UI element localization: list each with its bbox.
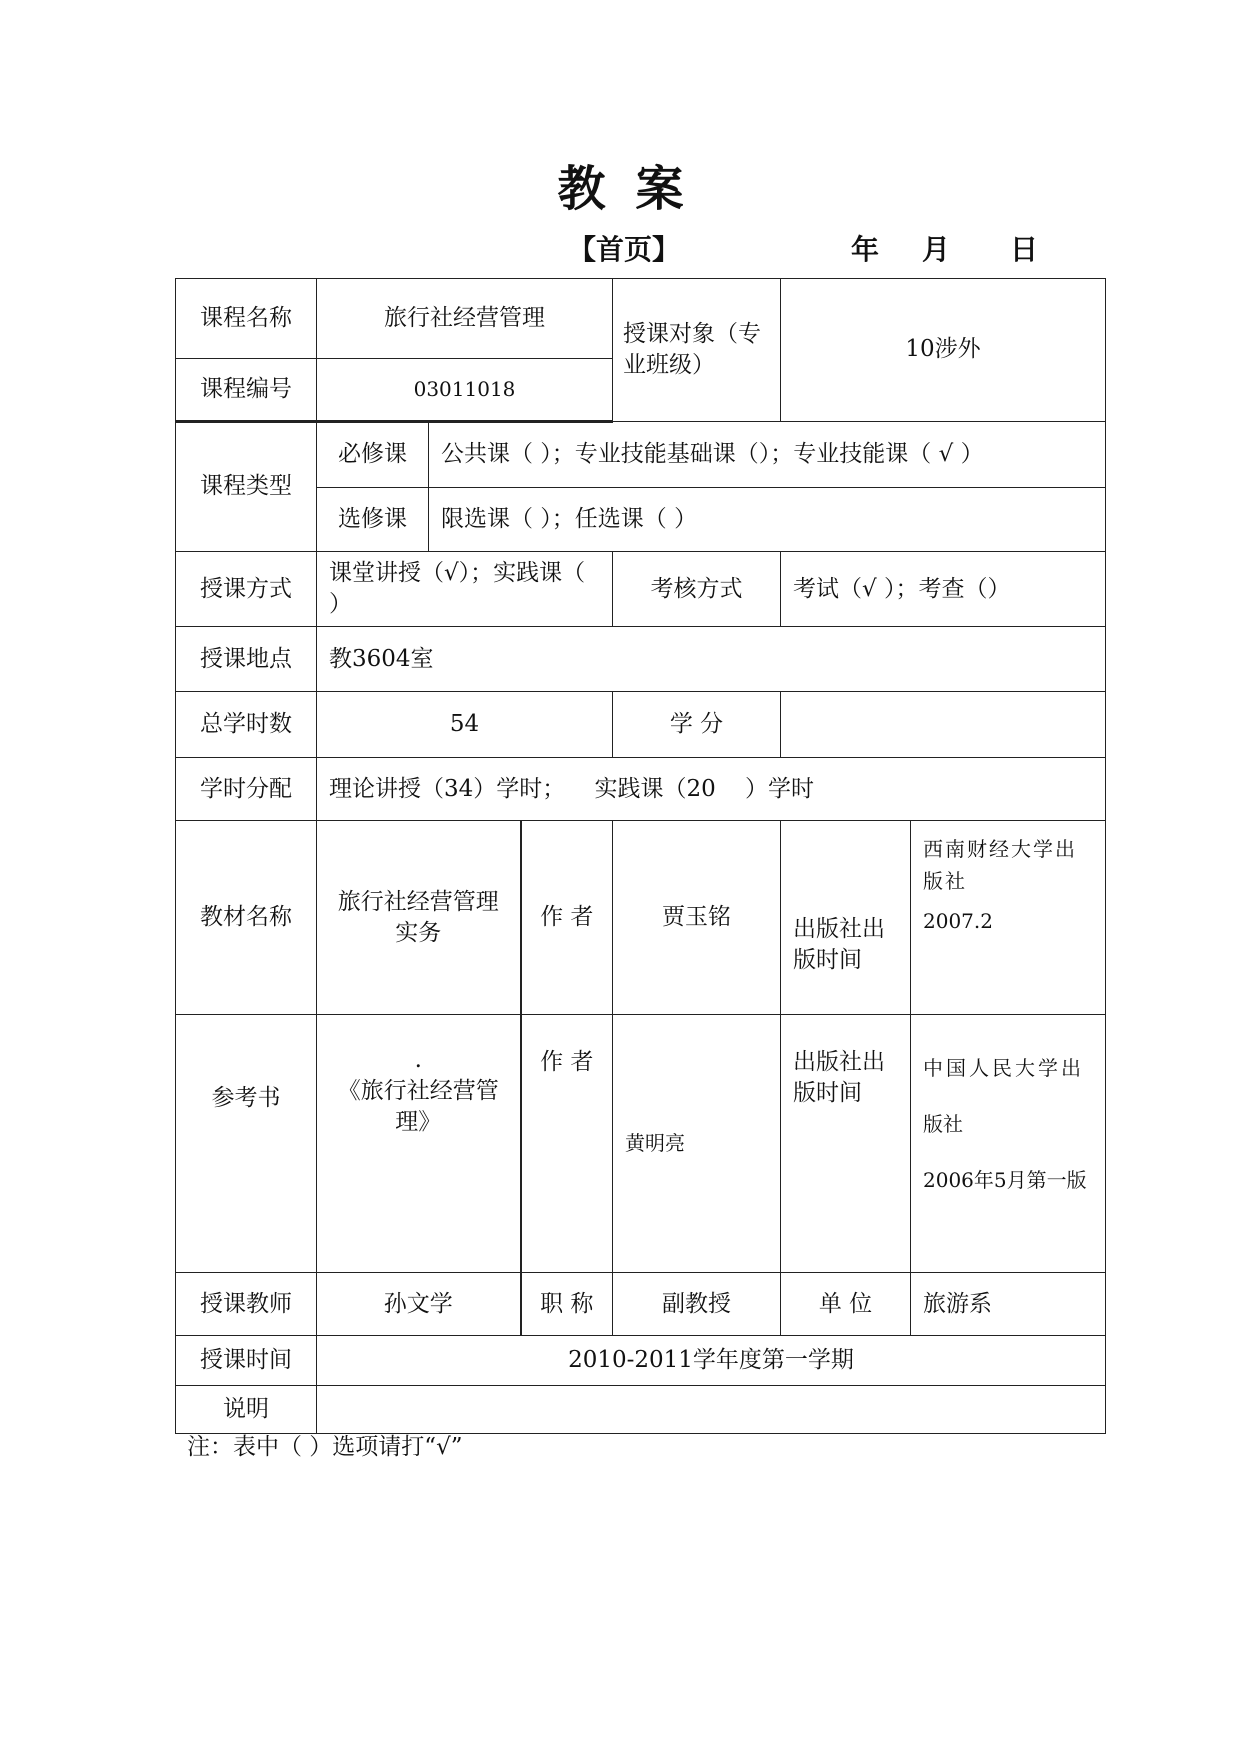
day-label: 日	[1010, 233, 1039, 266]
target-value: 10涉外	[781, 279, 1106, 422]
teach-method-label: 授课方式	[176, 552, 317, 627]
title-label: 职 称	[521, 1273, 613, 1336]
elective-label: 选修课	[317, 488, 429, 552]
document-title: 教案	[557, 161, 714, 217]
year-label: 年	[851, 233, 880, 266]
time-value: 2010-2011学年度第一学期	[317, 1336, 1106, 1386]
reference-publisher-value-1: 中国人民大学出	[923, 1056, 1084, 1081]
textbook-publisher-value: 西南财经大学出版社	[923, 837, 1077, 894]
unit-value: 旅游系	[911, 1273, 1106, 1336]
required-value: 公共课（ ）；专业技能基础课（）；专业技能课（ √ ）	[429, 422, 1106, 488]
assess-label: 考核方式	[613, 552, 781, 627]
credit-value	[781, 692, 1106, 758]
month-label: 月	[922, 233, 951, 266]
remark-label: 说明	[176, 1386, 317, 1434]
remark-value	[317, 1386, 1106, 1434]
reference-publisher-cell	[911, 1015, 1106, 1273]
credit-label: 学 分	[613, 692, 781, 758]
reference-author-value: 黄明亮	[613, 1015, 781, 1273]
teacher-value: 孙文学	[317, 1273, 521, 1336]
textbook-date-value: 2007.2	[923, 909, 993, 934]
reference-dot: .	[414, 1047, 422, 1074]
elective-value: 限选课（ ）；任选课（ ）	[429, 488, 1106, 552]
teacher-label: 授课教师	[176, 1273, 317, 1336]
reference-author-label: 作 者	[521, 1015, 613, 1273]
unit-label: 单 位	[781, 1273, 911, 1336]
time-label: 授课时间	[176, 1336, 317, 1386]
textbook-author-value: 贾玉铭	[613, 821, 781, 1015]
location-value: 教3604室	[317, 627, 1106, 692]
reference-publisher-value-2: 版社	[923, 1112, 963, 1137]
course-code-value: 03011018	[317, 359, 613, 422]
reference-label: 参考书	[176, 1015, 317, 1273]
course-code-label: 课程编号	[176, 359, 317, 422]
total-hours-value: 54	[317, 692, 613, 758]
textbook-author-label: 作 者	[521, 821, 613, 1015]
lesson-plan-table	[175, 278, 1106, 1434]
assess-value: 考试（√ ）；考查（）	[781, 552, 1106, 627]
hour-alloc-value: 理论讲授（34）学时； 实践课（20 ）学时	[317, 758, 1106, 821]
course-name-label: 课程名称	[176, 279, 317, 359]
target-label: 授课对象（专业班级）	[613, 279, 781, 422]
reference-value: 《旅行社经营管理》	[337, 1078, 499, 1136]
reference-cell	[317, 1015, 521, 1273]
textbook-label: 教材名称	[176, 821, 317, 1015]
location-label: 授课地点	[176, 627, 317, 692]
hour-alloc-label: 学时分配	[176, 758, 317, 821]
textbook-value: 旅行社经营管理实务	[317, 821, 521, 1015]
reference-publisher-label: 出版社出版时间	[781, 1015, 911, 1273]
title-value: 副教授	[613, 1273, 781, 1336]
course-name-value: 旅行社经营管理	[317, 279, 613, 359]
required-label: 必修课	[317, 422, 429, 488]
textbook-publisher-cell	[911, 821, 1106, 1015]
reference-date-value: 2006年5月第一版	[923, 1168, 1087, 1193]
footnote: 注：表中（ ）选项请打“√”	[187, 1434, 463, 1460]
total-hours-label: 总学时数	[176, 692, 317, 758]
teach-method-value: 课堂讲授（√）；实践课（ ）	[317, 552, 613, 627]
course-type-label: 课程类型	[176, 422, 317, 552]
textbook-publisher-label: 出版社出版时间	[781, 821, 911, 1015]
page-label: 【首页】	[568, 233, 681, 266]
